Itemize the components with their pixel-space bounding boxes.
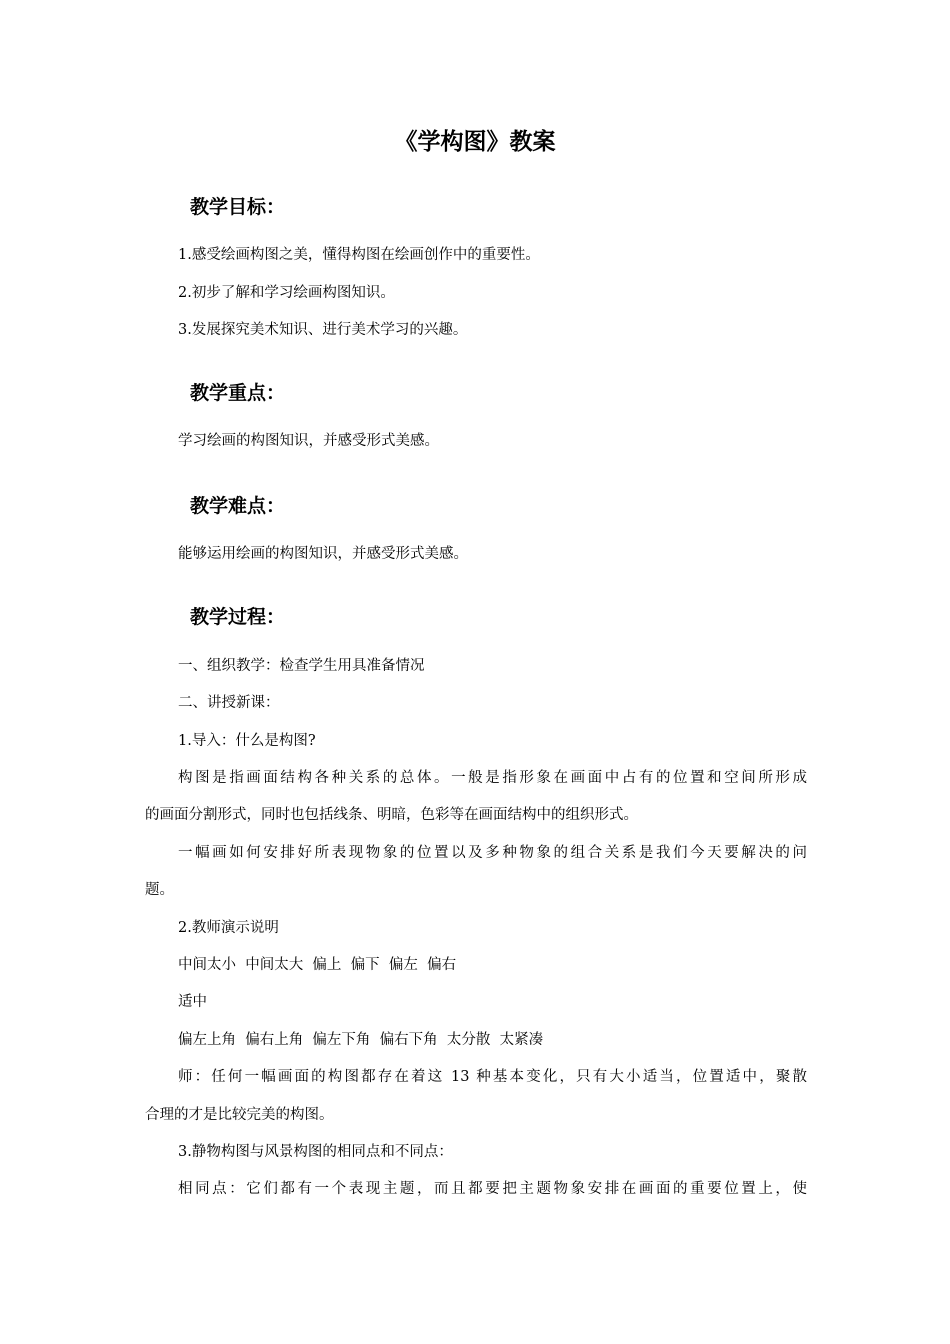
process-line: 二、讲授新课： xyxy=(178,695,280,711)
objective-item: 3.发展探究美术知识、进行美术学习的兴趣。 xyxy=(178,322,468,338)
section-heading-objectives: 教学目标： xyxy=(190,196,286,218)
process-line: 一、组织教学：检查学生用具准备情况 xyxy=(178,658,425,674)
process-line: 中间太小 中间太大 偏上 偏下 偏左 偏右 xyxy=(178,957,457,973)
document-title: 《学构图》教案 xyxy=(394,129,556,155)
process-paragraph-line: 构图是指画面结构各种关系的总体。一般是指形象在画面中占有的位置和空间所形成 xyxy=(178,770,807,786)
process-line: 适中 xyxy=(178,994,207,1010)
process-line: 偏左上角 偏右上角 偏左下角 偏右下角 太分散 太紧凑 xyxy=(178,1032,544,1048)
section-heading-key-points: 教学重点： xyxy=(190,382,286,404)
section-heading-process: 教学过程： xyxy=(190,606,286,628)
process-line: 2.教师演示说明 xyxy=(178,920,279,936)
process-paragraph-line: 的画面分割形式，同时也包括线条、明暗，色彩等在画面结构中的组织形式。 xyxy=(145,807,638,823)
difficulty-text: 能够运用绘画的构图知识，并感受形式美感。 xyxy=(178,546,468,562)
objective-item: 1.感受绘画构图之美，懂得构图在绘画创作中的重要性。 xyxy=(178,247,540,263)
section-heading-difficulties: 教学难点： xyxy=(190,495,286,517)
process-line: 1.导入：什么是构图? xyxy=(178,733,316,749)
process-paragraph-line: 一幅画如何安排好所表现物象的位置以及多种物象的组合关系是我们今天要解决的问 xyxy=(178,845,807,861)
process-paragraph-line: 师：任何一幅画面的构图都存在着这 13 种基本变化，只有大小适当，位置适中，聚散 xyxy=(178,1069,807,1085)
process-paragraph-line: 相同点：它们都有一个表现主题，而且都要把主题物象安排在画面的重要位置上，使 xyxy=(178,1181,807,1197)
process-line: 3.静物构图与风景构图的相同点和不同点： xyxy=(178,1144,453,1160)
key-point-text: 学习绘画的构图知识，并感受形式美感。 xyxy=(178,433,439,449)
process-paragraph-line: 题。 xyxy=(145,882,174,898)
process-paragraph-line: 合理的才是比较完美的构图。 xyxy=(145,1107,334,1123)
objective-item: 2.初步了解和学习绘画构图知识。 xyxy=(178,285,395,301)
